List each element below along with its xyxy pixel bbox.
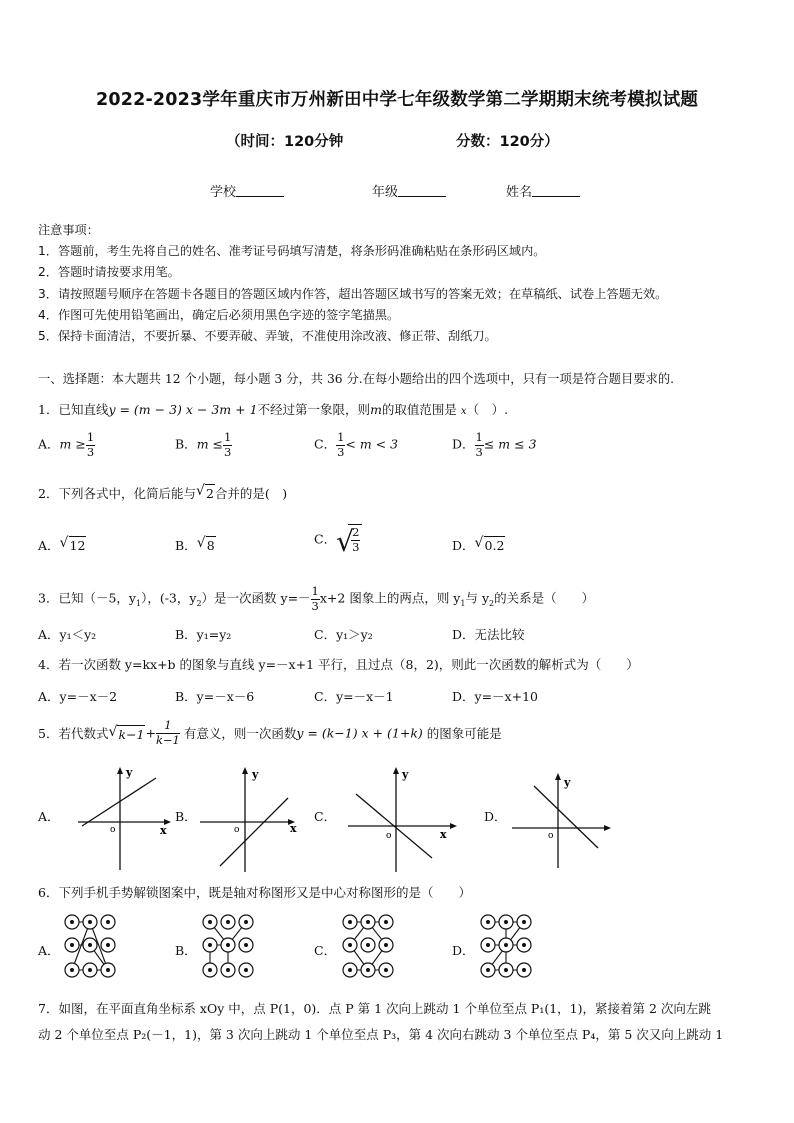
q2-option-b[interactable]	[175, 536, 216, 554]
q6-option-b[interactable]: B．	[175, 943, 197, 958]
grade-label: 年级	[372, 185, 399, 200]
q5-graph-b	[200, 766, 310, 876]
fraction	[475, 432, 484, 458]
square-root	[60, 536, 87, 553]
grade-field	[372, 181, 446, 200]
y-label: y	[126, 766, 133, 779]
square-root	[196, 484, 215, 501]
q5-option-b[interactable]: B．	[175, 809, 197, 824]
numerator: 1	[156, 720, 180, 734]
lock-dot	[226, 920, 230, 924]
numerator: 1	[311, 584, 319, 598]
lock-dot	[504, 920, 508, 924]
q1-option-a[interactable]	[38, 432, 95, 458]
q4-option-b[interactable]: B．y=－x－6	[175, 689, 255, 704]
numerator: 1	[337, 430, 345, 444]
fraction	[311, 586, 320, 612]
q2-stem: 合并的是( )	[214, 486, 288, 501]
option-text: m ≤	[196, 436, 223, 452]
option-label: B．	[175, 436, 197, 452]
function-line	[534, 786, 598, 848]
exam-score: 分数：120分）	[456, 134, 559, 150]
q1-stem: 不经过第一象限，则	[257, 402, 371, 417]
x-label: x	[160, 824, 167, 837]
q6-pattern-c	[340, 912, 400, 978]
denominator: 3	[475, 444, 483, 459]
radical-sign: √	[336, 525, 354, 558]
q3-stem: ），(-3，y	[141, 590, 197, 606]
q1-stem: （ ）.	[466, 402, 509, 417]
lock-dot	[226, 968, 230, 972]
lock-dot	[366, 943, 370, 947]
notice-heading: 注意事项：	[38, 223, 99, 237]
origin-label: o	[386, 831, 392, 841]
subscript: 2	[489, 599, 495, 608]
radicand: 2	[205, 486, 214, 501]
exam-time: （时间：120分钟	[226, 134, 344, 150]
q4-option-d[interactable]: D．y=－x+10	[452, 689, 538, 704]
lock-dot	[486, 943, 490, 947]
radicand: 0.2	[484, 538, 505, 553]
q4-option-a[interactable]: A．y=－x－2	[38, 689, 118, 704]
school-blank	[236, 184, 284, 197]
option-text: ≤ m ≤ 3	[483, 436, 537, 452]
radicand: 12	[69, 538, 86, 553]
lock-dot	[70, 920, 74, 924]
question-7	[38, 996, 760, 1048]
lock-dot	[384, 943, 388, 947]
q3-stem: ）是一次函数 y=－	[201, 590, 311, 606]
lock-dot	[384, 968, 388, 972]
fraction	[336, 432, 345, 458]
y-axis-arrow	[555, 773, 561, 780]
y-axis-arrow	[117, 767, 123, 774]
y-label: y	[564, 776, 571, 789]
denominator: 3	[352, 539, 360, 554]
lock-dot	[208, 968, 212, 972]
q6-pattern-d	[478, 912, 538, 978]
y-label: y	[402, 768, 409, 781]
notice-item: 5．保持卡面清洁，不要折暴、不要弄破、弄皱，不准使用涂改液、修正带、刮纸刀。	[38, 329, 497, 344]
x-label: x	[440, 828, 447, 841]
option-text: < m < 3	[345, 436, 399, 452]
q5-graph-c	[346, 766, 461, 876]
option-label: A．	[38, 538, 60, 553]
subscript: 2	[196, 599, 202, 608]
option-text: m ≥	[59, 436, 86, 452]
denominator: 3	[86, 444, 95, 459]
numerator: 1	[86, 430, 95, 444]
q1-option-c[interactable]	[314, 432, 398, 458]
square-root	[475, 536, 506, 553]
fraction	[223, 432, 232, 458]
lock-dot	[106, 943, 110, 947]
lock-dot	[106, 920, 110, 924]
q6-pattern-b	[200, 912, 260, 978]
lock-dot	[244, 943, 248, 947]
q6-option-c[interactable]: C．	[314, 943, 337, 958]
q3-option-a[interactable]: A．y₁＜y₂	[38, 627, 97, 642]
plus-sign: +	[145, 725, 156, 741]
q6-pattern-a	[62, 912, 122, 978]
square-root	[108, 725, 145, 742]
q1-variable: m	[370, 402, 382, 417]
q7-line: 动 2 个单位至点 P₂(－1，1)，第 3 次向上跳动 1 个单位至点 P₃，第 4 次向右跳动 3 个单位至点 P₄，第 5 次又向上跳动 1	[38, 1027, 724, 1042]
q5-option-a[interactable]: A．	[38, 809, 60, 824]
numerator: 1	[224, 430, 232, 444]
q3-stem: 的关系是（ ）	[494, 590, 595, 606]
q3-stem: 3．已知（－5，y	[38, 590, 136, 606]
notice-item: 1．答题前，考生先将自己的姓名、准考证号码填写清楚，将条形码准确粘贴在条形码区域内。	[38, 244, 546, 259]
page-title: 2022-2023学年重庆市万州新田中学七年级数学第二学期期末统考模拟试题	[95, 90, 699, 110]
q1-stem: 的取值范围是	[381, 402, 457, 417]
q5-option-c[interactable]: C．	[314, 809, 337, 824]
option-label: D．	[452, 436, 475, 452]
lock-dot	[88, 943, 92, 947]
q5-stem: 5．若代数式	[38, 726, 109, 741]
lock-dot	[348, 920, 352, 924]
q2-option-d[interactable]	[452, 536, 505, 554]
lock-dot	[486, 968, 490, 972]
lock-dot	[88, 968, 92, 972]
notice-item: 3．请按照题号顺序在答题卡各题目的答题区域内作答，超出答题区域书写的答案无效；在草稿纸、试卷上答题无效。	[38, 286, 668, 301]
school-field	[210, 181, 284, 200]
numerator: 1	[475, 430, 483, 444]
lock-dot	[504, 943, 508, 947]
name-label: 姓名	[506, 185, 533, 200]
q1-variable: x	[460, 406, 467, 417]
denominator: 3	[224, 444, 232, 459]
lock-dot	[88, 920, 92, 924]
q1-option-b[interactable]	[175, 432, 232, 458]
q5-formula: y = (k−1) x + (1+k)	[296, 725, 423, 741]
x-axis-arrow	[604, 825, 611, 831]
notice-block	[38, 220, 667, 347]
q3-option-c[interactable]: C．y₁＞y₂	[314, 627, 373, 642]
lock-dot	[208, 920, 212, 924]
question-6: 6．下列手机手势解锁图案中，既是轴对称图形又是中心对称图形的是（ ）	[38, 885, 471, 900]
option-label: D．	[452, 538, 475, 553]
q4-option-c[interactable]: C．y=－x－1	[314, 689, 394, 704]
question-5	[38, 720, 502, 746]
notice-item: 4．作图可先使用铅笔画出，确定后必须用黑色字迹的签字笔描黑。	[38, 307, 400, 322]
notice-item: 2．答题时请按要求用笔。	[38, 265, 180, 280]
denominator: 3	[337, 444, 345, 459]
x-axis-arrow	[450, 823, 457, 829]
section-heading: 一、选择题：本大题共 12 个小题，每小题 3 分，共 36 分.在每小题给出的四个选项中，只有一项是符合题目要求的.	[38, 372, 675, 386]
q1-option-d[interactable]	[452, 432, 537, 458]
q6-option-d[interactable]: D．	[452, 943, 475, 958]
numerator: 2	[352, 525, 360, 539]
origin-label: o	[234, 825, 240, 835]
lock-dot	[208, 943, 212, 947]
origin-label: o	[548, 831, 554, 841]
q3-option-b[interactable]: B．y₁=y₂	[175, 627, 232, 642]
question-1	[38, 400, 508, 418]
y-axis-arrow	[242, 767, 248, 774]
lock-dot	[366, 920, 370, 924]
square-root	[336, 524, 362, 558]
q7-line: 7．如图，在平面直角坐标系 xOy 中，点 P(1，0)．点 P 第 1 次向上跳动 1 个单位至点 P₁(1，1)，紧接着第 2 次向左跳	[38, 1001, 711, 1016]
name-field	[506, 181, 580, 200]
fraction	[156, 720, 180, 746]
origin-label: o	[110, 825, 116, 835]
lock-dot	[70, 943, 74, 947]
y-axis-arrow	[393, 767, 399, 774]
q5-stem: 有意义，则一次函数	[183, 726, 297, 741]
option-label: C．	[314, 531, 337, 547]
q5-stem: 的图象可能是	[426, 726, 502, 741]
name-blank	[532, 184, 580, 197]
q1-formula: y = (m − 3) x − 3m + 1	[108, 402, 258, 417]
radicand: k−1	[118, 726, 145, 742]
lock-dot	[348, 968, 352, 972]
option-label: A．	[38, 436, 60, 452]
q5-graph-d	[510, 772, 620, 872]
q3-stem: x+2 图象上的两点，则 y	[319, 590, 461, 606]
q2-option-a[interactable]	[38, 536, 86, 554]
q5-option-d[interactable]: D．	[484, 809, 507, 824]
x-label: x	[290, 822, 297, 835]
denominator: 3	[311, 598, 319, 613]
q2-option-c[interactable]	[314, 524, 362, 558]
lock-dot	[366, 968, 370, 972]
question-2	[38, 484, 287, 502]
lock-dot	[522, 943, 526, 947]
lock-dot	[522, 920, 526, 924]
school-label: 学校	[210, 185, 237, 200]
subscript: 1	[460, 599, 466, 608]
lock-dot	[522, 968, 526, 972]
q3-option-d[interactable]: D．无法比较	[452, 627, 525, 642]
function-line	[220, 798, 288, 866]
lock-dot	[244, 968, 248, 972]
lock-dot	[226, 943, 230, 947]
lock-dot	[106, 968, 110, 972]
q2-stem: 2．下列各式中，化简后能与	[38, 486, 196, 501]
denominator: k−1	[155, 732, 180, 747]
q3-stem: 与 y	[465, 590, 490, 606]
question-3	[38, 586, 594, 612]
q5-graph-a	[78, 766, 178, 876]
lock-dot	[384, 920, 388, 924]
lock-dot	[244, 920, 248, 924]
subscript: 1	[135, 599, 142, 608]
question-4: 4．若一次函数 y=kx+b 的图象与直线 y=－x+1 平行，且过点（8，2)，则此一次函数的解析式为（ ）	[38, 657, 639, 672]
radicand: 8	[206, 538, 215, 553]
lock-dot	[348, 943, 352, 947]
lock-dot	[504, 968, 508, 972]
square-root	[197, 536, 216, 553]
lock-dot	[486, 920, 490, 924]
option-label: B．	[175, 538, 197, 553]
option-label: C．	[314, 436, 337, 452]
grade-blank	[398, 184, 446, 197]
fraction	[86, 432, 95, 458]
y-label: y	[252, 768, 259, 781]
function-line	[82, 778, 156, 826]
q1-stem: 1．已知直线	[38, 402, 109, 417]
q6-option-a[interactable]: A．	[38, 943, 60, 958]
lock-dot	[70, 968, 74, 972]
